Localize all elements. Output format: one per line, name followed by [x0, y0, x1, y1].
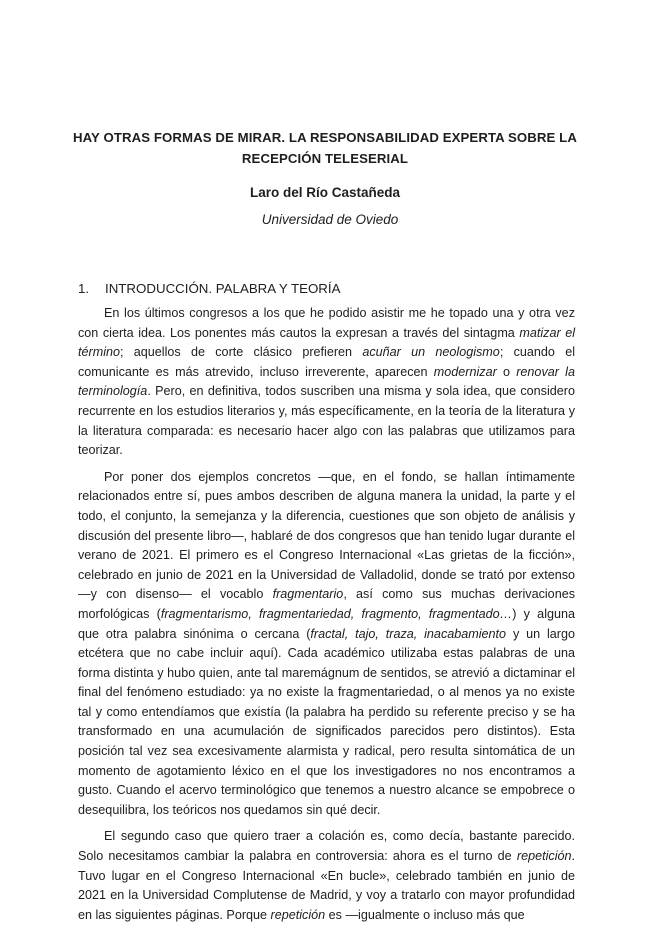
body-paragraph	[78, 304, 575, 461]
body-paragraph	[78, 827, 575, 925]
text-run: . Tuvo lugar en el Congreso Internacional «En bucle», celebrado también en junio de 2021 en la Universidad Complutense de Madrid, y voy a tratarlo con mayor profundidad en las siguientes páginas. Porque	[78, 849, 575, 922]
section-number: 1.	[78, 281, 90, 296]
author-affiliation: Universidad de Oviedo	[261, 212, 399, 227]
italic-term: fragmentarismo, fragmentariedad, fragmento, fragmentado…	[160, 606, 513, 621]
chapter-title	[60, 127, 590, 169]
italic-term: fractal, tajo, traza, inacabamiento	[310, 626, 507, 641]
italic-term: modernizar	[433, 364, 497, 379]
text-run: y un largo etcétera que no cabe incluir aquí). Cada académico utilizaba estas palabras de una forma distinta y hubo quien, ante tal maremágnum de sentidos, se atrevió a dictaminar el final del fenómeno estudiado: ya no existe la fragmentariedad, o al menos ya no existe tal y como entendíamos que existía (la palabra ha perdido su referente preciso y se ha transformado en una acumulación de significados parecidos pero distintos). Esta posición tal vez sea excesivamente alarmista y radical, pero resulta sintomática de un momento de agotamiento léxico en el que los investigadores no nos encontramos a gusto. Cuando el acervo terminológico que tenemos a nuestro alcance se empobrece o desequilibra, los teóricos nos quedamos sin qué decir.	[78, 626, 576, 817]
text-run: es —igualmente o incluso más que	[325, 907, 525, 922]
italic-term: fragmentario	[272, 587, 344, 602]
text-run: o	[496, 364, 517, 379]
text-run: ; aquellos de corte clásico prefieren	[120, 345, 363, 360]
text-run: El segundo caso que quiero traer a colación es, como decía, bastante parecido. Solo necesitamos cambiar la palabra en controversia: ahora es el turno de	[78, 829, 575, 864]
body-text	[78, 304, 575, 925]
italic-term: repetición	[516, 849, 572, 864]
text-run: . Pero, en definitiva, todos suscriben una misma y sola idea, que considero recurrente en los estudios literarios y, más específicamente, en la teoría de la literatura y la literatura comparada: es necesario hacer algo con las palabras que utilizamos para teorizar.	[78, 384, 575, 458]
text-run: Por poner dos ejemplos concretos —que, en el fondo, se hallan íntimamente relacionados entre sí, pues ambos describen de alguna manera la unidad, la parte y el todo, el conjunto, la semejanza y la diferencia, cuestiones que son objeto de análisis y discusión del presente libro—, hablaré de dos congresos que han tenido lugar durante el verano de 2021. El primero es el Congreso Internacional «Las grietas de la ficción», celebrado en junio de 2021 en la Universidad de Valladolid, donde se trató por extenso —y con disenso— el vocablo	[78, 469, 575, 602]
chapter-title-line-1: HAY OTRAS FORMAS DE MIRAR. LA RESPONSABILIDAD EXPERTA SOBRE LA	[73, 130, 577, 145]
text-run: En los últimos congresos a los que he podido asistir me he topado una y otra vez con cierta idea. Los ponentes más cautos la expresan a través del sintagma	[78, 306, 575, 340]
author-name: Laro del Río Castañeda	[249, 185, 401, 200]
chapter-title-line-2: RECEPCIÓN TELESERIAL	[241, 151, 409, 166]
italic-term: matizar el término	[78, 325, 575, 360]
text-run: ) y alguna que otra palabra sinónima o cercana (	[78, 606, 576, 641]
section-title: INTRODUCCIÓN. PALABRA Y TEORÍA	[105, 281, 341, 296]
text-run: ; cuando el comunicante es más atrevido, incluso irreverente, aparecen	[78, 345, 575, 379]
italic-term: repetición	[270, 907, 326, 922]
italic-term: acuñar un neologismo	[362, 345, 500, 360]
body-paragraph	[78, 468, 575, 821]
italic-term: renovar la terminología	[78, 364, 575, 399]
section-heading	[78, 280, 340, 298]
text-run: , así como sus muchas derivaciones morfológicas (	[78, 587, 575, 621]
